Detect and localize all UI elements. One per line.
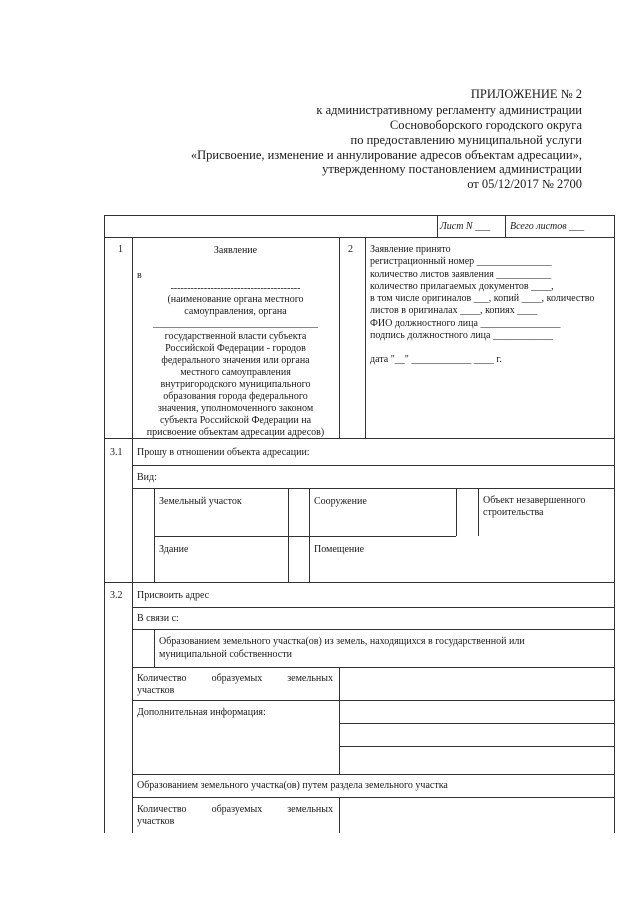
header-line: к административному регламенту администрации (316, 103, 582, 117)
option-unfinished: строительства (483, 507, 544, 518)
authority-dashes: --------------------------------------- (170, 283, 301, 294)
header-date: от 05/12/2017 № 2700 (467, 177, 582, 191)
acceptance-line: количество прилагаемых документов ____, (370, 281, 554, 292)
authority-underline: _________________________________ (153, 318, 318, 329)
acceptance-line: листов в оригиналах ____, копиях ____ (370, 305, 538, 316)
sheet-number: Лист N ___ (440, 221, 491, 232)
authority-note: присвоение объектам адресации адресов) (146, 427, 325, 438)
plot-count-label: участков (137, 685, 175, 696)
assign-address-title: Присвоить адрес (137, 590, 210, 601)
acceptance-line: Заявление принято (370, 244, 451, 255)
authority-note: государственной власти субъекта (164, 331, 307, 342)
section-number: 3.1 (110, 447, 123, 458)
acceptance-line: подпись должностного лица ____________ (370, 330, 553, 341)
plot-count-label: участков (137, 816, 175, 827)
acceptance-line: в том числе оригиналов ___, копий ____, количество (370, 293, 595, 304)
authority-note: местного самоуправления (180, 367, 291, 378)
option-unfinished: Объект незавершенного (483, 495, 586, 506)
authority-note: образования города федерального (163, 391, 308, 402)
plot-count-label: Количество образуемых земельных (137, 804, 333, 815)
object-kind-label: Вид: (137, 472, 157, 483)
sheets-total: Всего листов ___ (510, 221, 585, 232)
option-building: Здание (159, 544, 189, 555)
option-land-plot: Земельный участок (159, 496, 242, 507)
reason-label: В связи с: (137, 613, 179, 624)
authority-note: самоуправления, органа (184, 306, 287, 317)
section-number: 1 (118, 244, 123, 255)
section-number: 2 (348, 244, 353, 255)
authority-prefix: в (137, 270, 142, 281)
authority-note: субъекта Российской Федерации на (159, 415, 312, 426)
authority-note: (наименование органа местного (167, 294, 304, 305)
authority-note: внутригородского муниципального (160, 379, 311, 390)
header-line: «Присвоение, изменение и аннулирование адресов объектам адресации», (190, 148, 582, 162)
acceptance-line: количество листов заявления ___________ (370, 269, 552, 280)
division-option: Образованием земельного участка(ов) путем раздела земельного участка (137, 780, 448, 791)
appendix-title: ПРИЛОЖЕНИЕ № 2 (470, 87, 582, 101)
header-line: утвержденному постановлением администрации (322, 162, 582, 176)
authority-note: федерального значения или органа (161, 355, 310, 366)
additional-info-label: Дополнительная информация: (137, 707, 266, 718)
option-room: Помещение (314, 544, 365, 555)
acceptance-line: ФИО должностного лица ________________ (370, 318, 561, 329)
header-line: по предоставлению муниципальной услуги (350, 133, 582, 147)
option-structure: Сооружение (314, 496, 367, 507)
application-title: Заявление (213, 245, 258, 256)
acceptance-line: регистрационный номер _______________ (370, 256, 552, 267)
authority-note: Российской Федерации - городов (165, 343, 306, 354)
formation-option: Образованием земельного участка(ов) из земель, находящихся в государственной или (159, 636, 525, 647)
authority-note: значения, уполномоченного законом (157, 403, 314, 414)
acceptance-date: дата "__" ____________ ____ г. (370, 354, 502, 365)
plot-count-label: Количество образуемых земельных (137, 673, 333, 684)
formation-option: муниципальной собственности (159, 649, 292, 660)
section-number: 3.2 (110, 590, 123, 601)
object-request-title: Прошу в отношении объекта адресации: (137, 447, 310, 458)
header-line: Сосновоборского городского округа (389, 118, 582, 132)
